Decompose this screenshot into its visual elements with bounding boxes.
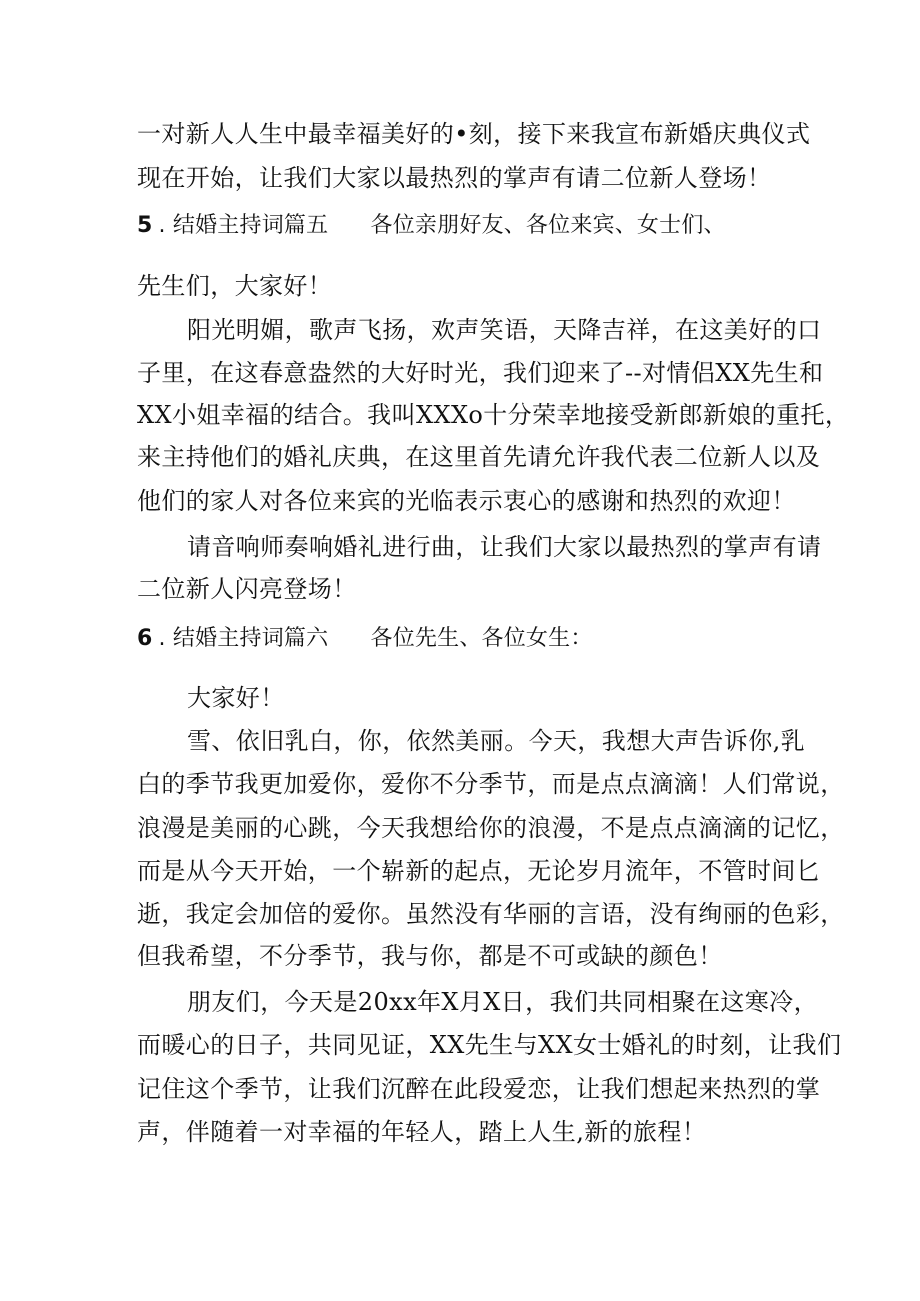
text-line: 而暖心的日子，共同见证，XX先生与XX女士婚礼的时刻，让我们 [137,1031,842,1059]
text-line: 记住这个季节，让我们沉醉在此段爱恋，让我们想起来热烈的掌 [137,1075,821,1103]
section-heading-5 [137,211,726,241]
heading-greeting: 各位亲朋好友、各位来宾、女士们、 [370,213,726,238]
heading-title: . 结婚主持词篇六 [158,626,329,651]
text-line: 而是从今天开始，一个崭新的起点，无论岁月流年，不管时间匕 [137,857,821,885]
text-line: 白的季节我更加爱你，爱你不分季节，而是点点滴滴！人们常说， [137,770,845,798]
text-line: 声，伴随着一对幸福的年轻人，踏上人生,新的旅程！ [137,1118,707,1146]
text-line: 现在开始，让我们大家以最热烈的掌声有请二位新人登场！ [137,164,772,192]
text-line: 大家好！ [187,684,285,712]
text-line: 先生们，大家好！ [137,272,333,300]
text-line: 浪漫是美丽的心跳，今天我想给你的浪漫，不是点点滴滴的记忆， [137,814,845,842]
text-line: 二位新人闪亮登场！ [137,575,357,603]
heading-number: 5 [137,213,153,238]
text-line: 阳光明媚，歌声飞扬，欢声笑语，天降吉祥，在这美好的口 [187,316,822,344]
text-line: 但我希望，不分季节，我与你，都是不可或缺的颜色！ [137,942,723,970]
text-line: 一对新人人生中最幸福美好的•刻，接下来我宣布新婚庆典仪式 [137,120,811,148]
text-line: 子里，在这春意盎然的大好时光，我们迎来了--对情侣XX先生和 [137,359,824,387]
text-line: 请音响师奏响婚礼进行曲，让我们大家以最热烈的掌声有请 [187,533,822,561]
heading-greeting: 各位先生、各位女生： [370,626,593,651]
text-line: XX小姐幸福的结合。我叫XXXo十分荣幸地接受新郎新娘的重托， [137,401,850,429]
text-line: 雪、依旧乳白，你，依然美丽。今天，我想大声告诉你,乳 [187,727,806,755]
heading-number: 6 [137,626,153,651]
section-heading-6 [137,624,593,654]
text-line: 朋友们，今天是20xx年X月X日，我们共同相聚在这寒冷， [187,988,818,1016]
text-line: 他们的家人对各位来宾的光临表示衷心的感谢和热烈的欢迎！ [137,487,796,515]
text-line: 逝，我定会加倍的爱你。虽然没有华丽的言语，没有绚丽的色彩， [137,900,845,928]
heading-title: . 结婚主持词篇五 [158,213,329,238]
text-line: 来主持他们的婚礼庆典，在这里首先请允许我代表二位新人以及 [137,443,821,471]
